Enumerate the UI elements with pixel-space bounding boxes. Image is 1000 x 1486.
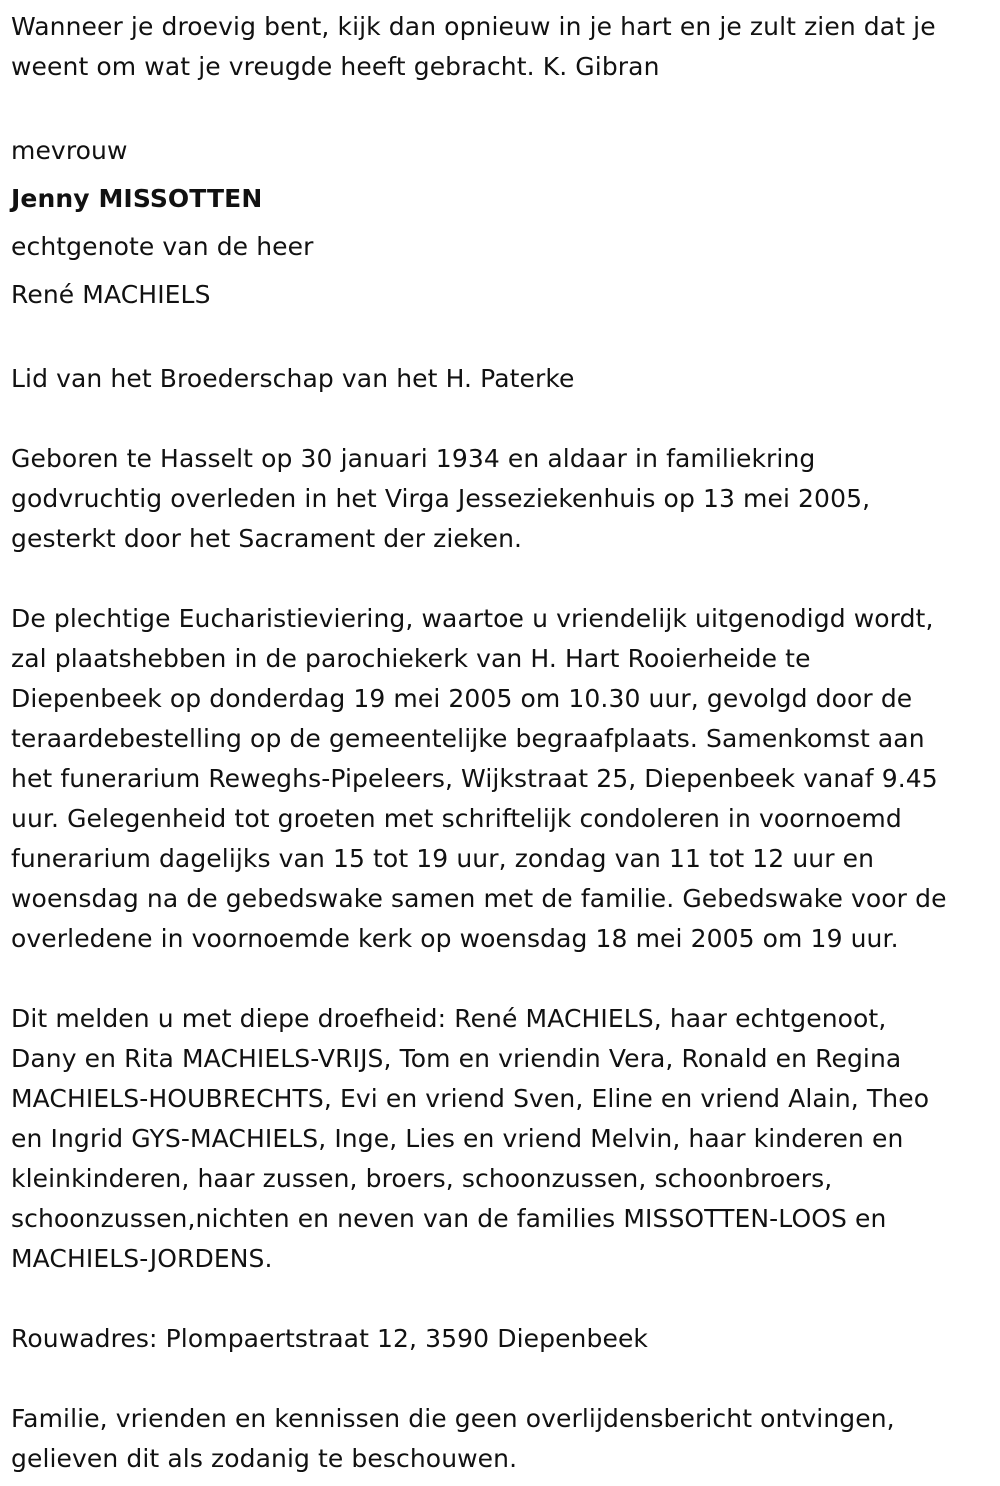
birth-death-paragraph: Geboren te Hasselt op 30 januari 1934 en aldaar in familiekring godvruchtig overleden in het Virga Jesseziekenhuis op 13 mei 2005, gesterkt door het Sacrament der zieken. — [11, 444, 871, 553]
gibran-quote: Wanneer je droevig bent, kijk dan opnieuw in je hart en je zult zien dat je weent om wat je vreugde heeft gebracht. K. Gibran — [11, 12, 936, 81]
mourning-address: Rouwadres: Plompaertstraat 12, 3590 Diepenbeek — [11, 1324, 648, 1353]
announcers-paragraph: Dit melden u met diepe droefheid: René MACHIELS, haar echtgenoot, Dany en Rita MACHIELS-VRIJS, Tom en vriendin Vera, Ronald en Regina MACHIELS-HOUBRECHTS, Evi en vriend Sven, Eline en vriend Alain, Theo en Ingrid GYS-MACHIELS, Inge, Lies en vriend Melvin, haar kinderen en kleinkinderen, haar zussen, broers, schoonzussen, schoonbroers, schoonzussen,nichten en neven van de families MISSOTTEN-LOOS en MACHIELS-JORDENS. — [11, 1004, 930, 1273]
deceased-name: Jenny MISSOTTEN — [11, 184, 263, 213]
spacer — [11, 399, 1000, 439]
relation-line: echtgenote van de heer — [11, 232, 314, 261]
spacer — [11, 559, 1000, 599]
membership-line: Lid van het Broederschap van het H. Paterke — [11, 364, 575, 393]
spacer — [11, 319, 1000, 359]
spacer — [11, 87, 1000, 127]
closing-paragraph: Familie, vrienden en kennissen die geen overlijdensbericht ontvingen, gelieven dit als zodanig te beschouwen. — [11, 1404, 895, 1473]
spacer — [11, 1359, 1000, 1399]
salutation: mevrouw — [11, 136, 128, 165]
spouse-name: René MACHIELS — [11, 280, 211, 309]
spacer — [11, 959, 1000, 999]
spacer — [11, 1279, 1000, 1319]
ceremony-paragraph: De plechtige Eucharistieviering, waartoe u vriendelijk uitgenodigd wordt, zal plaatshebben in de parochiekerk van H. Hart Rooierheide te Diepenbeek op donderdag 19 mei 2005 om 10.30 uur, gevolgd door de teraardebestelling op de gemeentelijke begraafplaats. Samenkomst aan het funerarium Reweghs-Pipeleers, Wijkstraat 25, Diepenbeek vanaf 9.45 uur. Gelegenheid tot groeten met schriftelijk condoleren in voornoemd funerarium dagelijks van 15 tot 19 uur, zondag van 11 tot 12 uur en woensdag na de gebedswake samen met de familie. Gebedswake voor de overledene in voornoemde kerk op woensdag 18 mei 2005 om 19 uur. — [11, 604, 947, 953]
